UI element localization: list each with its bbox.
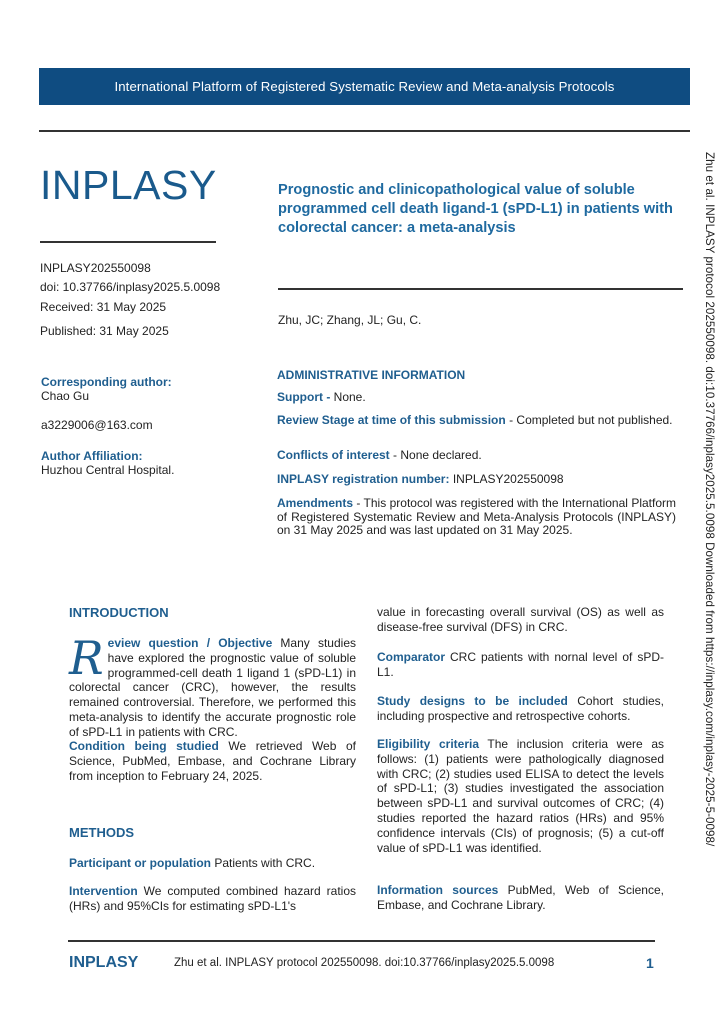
review-stage-value: - Completed but not published.	[505, 413, 673, 427]
condition-label: Condition being studied	[69, 739, 219, 753]
header-divider	[39, 130, 690, 132]
support-value: None.	[330, 390, 366, 404]
corresponding-author	[41, 375, 172, 403]
study-designs-text: Cohort studies, including prospective and retrospective cohorts.	[377, 694, 664, 723]
review-question-text: Many studies have explored the prognostic value of soluble programmed-cell death 1 ligand 1 (sPD-L1) in colorectal cancer (CRC), however, the results remained controversial. Therefore, we performed this meta-analysis to identify the accurate prognostic role of sPD-L1 in patients with CRC.	[69, 636, 356, 739]
header-banner: International Platform of Registered Systematic Review and Meta-analysis Protocols	[39, 68, 690, 105]
intervention-text: We computed combined hazard ratios (HRs) and 95%CIs for estimating sPD-L1's	[69, 884, 356, 913]
admin-amendments	[277, 497, 676, 538]
review-stage-label: Review Stage at time of this submission	[277, 413, 506, 427]
intervention-label: Intervention	[69, 884, 138, 898]
participant-label: Participant or population	[69, 856, 212, 870]
comparator-label: Comparator	[377, 650, 446, 664]
eligibility-paragraph	[377, 737, 664, 855]
page-number: 1	[646, 955, 654, 971]
admin-registration	[277, 473, 676, 487]
review-question-label: eview question / Objective	[107, 636, 273, 650]
study-designs-paragraph	[377, 694, 664, 724]
side-download-note[interactable]: Zhu et al. INPLASY protocol 202550098. doi:10.37766/inplasy2025.5.0098 Downloaded from https://inplasy.com/inplasy-2025-5-0098/	[703, 152, 716, 847]
footer-divider	[68, 940, 655, 942]
information-sources-text: PubMed, Web of Science, Embase, and Cochrane Library.	[377, 883, 664, 912]
brand-logo: INPLASY	[40, 162, 217, 208]
conflicts-value: - None declared.	[389, 448, 482, 462]
conflicts-label: Conflicts of interest	[277, 448, 390, 462]
admin-conflicts	[277, 449, 676, 463]
comparator-text: CRC patients with nornal level of sPD-L1.	[377, 650, 664, 679]
condition-paragraph	[69, 739, 356, 783]
brand-divider	[40, 241, 216, 243]
amendments-value: - This protocol was registered with the International Platform of Registered Systematic Review and Meta-Analysis Protocols (INPLASY) on 31 May 2025 and was last updated on 31 May 2025.	[277, 496, 676, 537]
author-affiliation	[41, 449, 174, 477]
author-email[interactable]: a3229006@163.com	[41, 418, 153, 432]
participant-paragraph	[69, 856, 356, 871]
affiliation-label: Author Affiliation:	[41, 449, 143, 463]
condition-text: We retrieved Web of Science, PubMed, Embase, and Cochrane Library from inception to February 24, 2025.	[69, 739, 356, 783]
admin-heading: ADMINISTRATIVE INFORMATION	[277, 368, 466, 382]
information-sources-paragraph	[377, 883, 664, 913]
registration-id: INPLASY202550098	[40, 261, 151, 275]
admin-review-stage	[277, 414, 676, 428]
support-label: Support -	[277, 390, 331, 404]
affiliation-value: Huzhou Central Hospital.	[41, 463, 175, 477]
authors: Zhu, JC; Zhang, JL; Gu, C.	[278, 313, 422, 327]
study-designs-label: Study designs to be included	[377, 694, 568, 708]
corresponding-author-label: Corresponding author:	[41, 375, 172, 389]
comparator-paragraph	[377, 650, 664, 680]
information-sources-label: Information sources	[377, 883, 499, 897]
dropcap-letter: R	[69, 631, 104, 685]
footer-brand: INPLASY	[69, 954, 139, 971]
intervention-continued: value in forecasting overall survival (OS) as well as disease-free survival (DFS) in CRC.	[377, 605, 664, 634]
doi[interactable]: doi: 10.37766/inplasy2025.5.0098	[40, 280, 221, 294]
registration-value: INPLASY202550098	[449, 472, 564, 486]
published-date: Published: 31 May 2025	[40, 324, 169, 338]
admin-support	[277, 391, 676, 405]
registration-label: INPLASY registration number:	[277, 472, 450, 486]
eligibility-text: The inclusion criteria were as follows: (1) patients were pathologically diagnosed with CRC; (2) studies used ELISA to detect the levels of sPD-L1; (3) studies investigated the association between sPD-L1 and survival outcomes of CRC; (4) studies reported the hazard ratios (HRs) and 95% confidence intervals (CIs) of prognosis; (5) a cut-off value of sPD-L1 was identified.	[377, 737, 664, 855]
introduction-heading: INTRODUCTION	[69, 605, 169, 620]
review-question-paragraph	[69, 631, 356, 740]
paper-title: Prognostic and clinicopathological value of soluble programmed cell death ligand-1 (sPD-L1) in patients with colorectal cancer: a meta-analysis	[278, 182, 673, 236]
eligibility-label: Eligibility criteria	[377, 737, 479, 751]
received-date: Received: 31 May 2025	[40, 300, 167, 314]
footer-citation: Zhu et al. INPLASY protocol 202550098. doi:10.37766/inplasy2025.5.0098	[174, 957, 555, 969]
participant-text: Patients with CRC.	[211, 856, 316, 870]
methods-heading: METHODS	[69, 825, 134, 840]
amendments-label: Amendments	[277, 496, 354, 510]
title-divider	[278, 288, 683, 290]
corresponding-author-name: Chao Gu	[41, 389, 90, 403]
intervention-paragraph	[69, 884, 356, 914]
